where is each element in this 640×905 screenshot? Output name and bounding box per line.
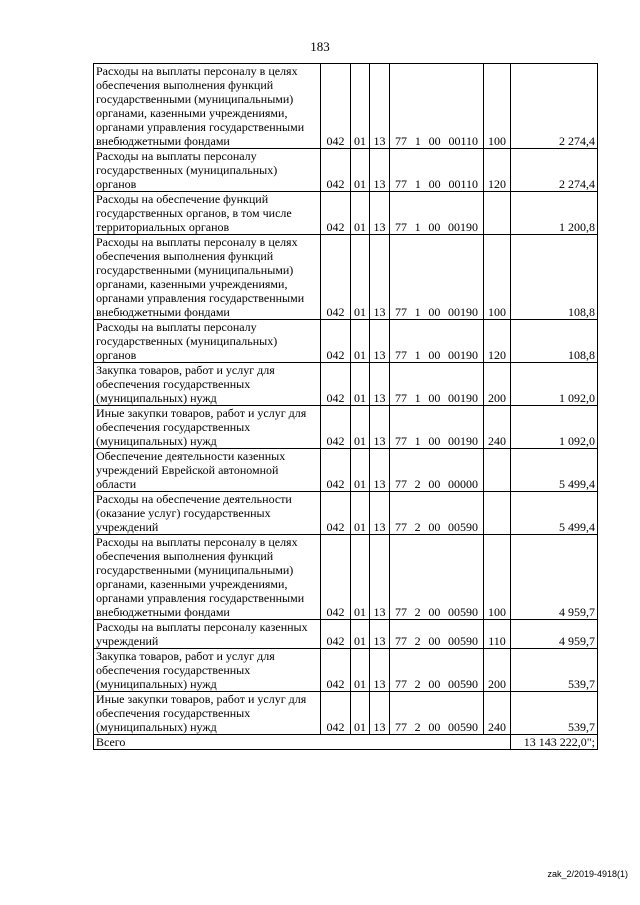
row-grbs: 042 (321, 406, 351, 449)
row-amount: 1 092,0 (511, 363, 598, 406)
target-article-part: 00 (428, 391, 441, 405)
row-name: Расходы на выплаты персоналу в целях обеспечения выполнения функций государственными (муниципальными) органами, казенными учреждениями, органами управления государственными внебюджетными фондами (94, 535, 321, 620)
target-article-part: 00 (428, 348, 441, 362)
row-name: Расходы на выплаты персоналу государственных (муниципальных) органов (94, 149, 321, 192)
target-article-part: 00190 (447, 434, 478, 448)
row-amount: 5 499,4 (511, 449, 598, 492)
target-article-part: 00 (428, 520, 441, 534)
target-article-part: 1 (414, 348, 421, 362)
row-section: 01 (351, 406, 370, 449)
row-name: Иные закупки товаров, работ и услуг для обеспечения государственных (муниципальных) нужд (94, 406, 321, 449)
row-section: 01 (351, 649, 370, 692)
row-target-article (390, 620, 484, 649)
target-article-part: 00 (428, 477, 441, 491)
target-article-part: 77 (395, 177, 407, 191)
target-article-part: 2 (414, 634, 421, 648)
row-name: Обеспечение деятельности казенных учреждений Еврейской автономной области (94, 449, 321, 492)
target-article-part: 00 (428, 177, 441, 191)
target-article-part: 00590 (447, 720, 478, 734)
target-article-part: 77 (395, 720, 407, 734)
row-target-article (390, 235, 484, 320)
target-article-part: 77 (395, 605, 407, 619)
row-grbs: 042 (321, 692, 351, 735)
row-amount: 1 200,8 (511, 192, 598, 235)
row-amount: 4 959,7 (511, 620, 598, 649)
row-target-article (390, 192, 484, 235)
row-subsection: 13 (370, 363, 390, 406)
row-expense-type (484, 192, 511, 235)
row-grbs: 042 (321, 363, 351, 406)
target-article-part: 1 (414, 391, 421, 405)
target-article-part: 2 (414, 477, 421, 491)
row-name: Закупка товаров, работ и услуг для обеспечения государственных (муниципальных) нужд (94, 649, 321, 692)
row-name: Расходы на выплаты персоналу в целях обеспечения выполнения функций государственными (муниципальными) органами, казенными учреждениями, органами управления государственными внебюджетными фондами (94, 64, 321, 149)
row-section: 01 (351, 692, 370, 735)
row-amount: 108,8 (511, 320, 598, 363)
document-code: zak_2/2019-4918(1) (547, 869, 628, 879)
row-subsection: 13 (370, 235, 390, 320)
target-article-part: 00110 (448, 134, 478, 148)
row-amount: 4 959,7 (511, 535, 598, 620)
table-row (94, 235, 598, 320)
table-row (94, 406, 598, 449)
row-target-article (390, 64, 484, 149)
row-section: 01 (351, 535, 370, 620)
target-article-part: 00190 (447, 391, 478, 405)
target-article-part: 00590 (447, 605, 478, 619)
row-expense-type: 100 (484, 235, 511, 320)
target-article-part: 77 (395, 134, 407, 148)
row-subsection: 13 (370, 535, 390, 620)
row-grbs: 042 (321, 492, 351, 535)
row-expense-type: 240 (484, 692, 511, 735)
table-row (94, 535, 598, 620)
row-grbs: 042 (321, 235, 351, 320)
row-section: 01 (351, 492, 370, 535)
row-subsection: 13 (370, 64, 390, 149)
table-row (94, 620, 598, 649)
row-name: Расходы на обеспечение деятельности (оказание услуг) государственных учреждений (94, 492, 321, 535)
row-expense-type (484, 492, 511, 535)
row-name: Расходы на обеспечение функций государственных органов, в том числе территориальных органов (94, 192, 321, 235)
budget-table (93, 63, 598, 750)
target-article-part: 77 (395, 634, 407, 648)
target-article-part: 1 (414, 134, 421, 148)
row-name: Расходы на выплаты персоналу государственных (муниципальных) органов (94, 320, 321, 363)
row-subsection: 13 (370, 692, 390, 735)
target-article-part: 00110 (448, 177, 478, 191)
target-article-part: 77 (395, 305, 407, 319)
row-amount: 108,8 (511, 235, 598, 320)
row-expense-type: 100 (484, 535, 511, 620)
row-target-article (390, 406, 484, 449)
row-subsection: 13 (370, 406, 390, 449)
table-row (94, 192, 598, 235)
row-expense-type: 110 (484, 620, 511, 649)
row-grbs: 042 (321, 320, 351, 363)
target-article-part: 00590 (447, 677, 478, 691)
target-article-part: 77 (395, 477, 407, 491)
row-section: 01 (351, 320, 370, 363)
total-amount: 13 143 222,0"; (511, 735, 598, 750)
row-section: 01 (351, 235, 370, 320)
target-article-part: 1 (414, 434, 421, 448)
row-target-article (390, 149, 484, 192)
row-grbs: 042 (321, 192, 351, 235)
row-section: 01 (351, 64, 370, 149)
target-article-part: 1 (414, 220, 421, 234)
row-grbs: 042 (321, 535, 351, 620)
target-article-part: 00000 (447, 477, 478, 491)
row-target-article (390, 449, 484, 492)
row-subsection: 13 (370, 649, 390, 692)
target-article-part: 2 (414, 720, 421, 734)
row-target-article (390, 363, 484, 406)
row-section: 01 (351, 620, 370, 649)
row-section: 01 (351, 149, 370, 192)
table-row (94, 449, 598, 492)
row-amount: 539,7 (511, 649, 598, 692)
row-expense-type: 120 (484, 320, 511, 363)
target-article-part: 00190 (447, 348, 478, 362)
row-grbs: 042 (321, 149, 351, 192)
row-amount: 5 499,4 (511, 492, 598, 535)
target-article-part: 77 (395, 520, 407, 534)
target-article-part: 00 (428, 434, 441, 448)
table-row (94, 320, 598, 363)
table-row (94, 363, 598, 406)
row-expense-type (484, 449, 511, 492)
target-article-part: 00 (428, 720, 441, 734)
target-article-part: 77 (395, 391, 407, 405)
target-article-part: 00 (428, 634, 441, 648)
row-expense-type: 200 (484, 363, 511, 406)
row-subsection: 13 (370, 149, 390, 192)
row-expense-type: 240 (484, 406, 511, 449)
target-article-part: 77 (395, 434, 407, 448)
table-row (94, 649, 598, 692)
target-article-part: 2 (414, 520, 421, 534)
target-article-part: 00 (428, 305, 441, 319)
target-article-part: 00590 (447, 634, 478, 648)
target-article-part: 00190 (447, 220, 478, 234)
row-amount: 1 092,0 (511, 406, 598, 449)
table-row (94, 692, 598, 735)
target-article-part: 77 (395, 348, 407, 362)
row-subsection: 13 (370, 620, 390, 649)
target-article-part: 77 (395, 677, 407, 691)
target-article-part: 2 (414, 605, 421, 619)
target-article-part: 00 (428, 677, 441, 691)
row-name: Расходы на выплаты персоналу в целях обеспечения выполнения функций государственными (муниципальными) органами, казенными учреждениями, органами управления государственными внебюджетными фондами (94, 235, 321, 320)
target-article-part: 00 (428, 605, 441, 619)
table-row (94, 149, 598, 192)
row-subsection: 13 (370, 492, 390, 535)
row-subsection: 13 (370, 320, 390, 363)
row-section: 01 (351, 449, 370, 492)
row-expense-type: 200 (484, 649, 511, 692)
row-target-article (390, 692, 484, 735)
row-name: Закупка товаров, работ и услуг для обеспечения государственных (муниципальных) нужд (94, 363, 321, 406)
row-name: Иные закупки товаров, работ и услуг для обеспечения государственных (муниципальных) нужд (94, 692, 321, 735)
row-target-article (390, 649, 484, 692)
row-amount: 539,7 (511, 692, 598, 735)
row-target-article (390, 492, 484, 535)
row-expense-type: 120 (484, 149, 511, 192)
row-grbs: 042 (321, 64, 351, 149)
table-row (94, 64, 598, 149)
page-number: 183 (310, 39, 330, 54)
row-section: 01 (351, 192, 370, 235)
total-row (94, 735, 598, 750)
target-article-part: 1 (414, 305, 421, 319)
row-name: Расходы на выплаты персоналу казенных учреждений (94, 620, 321, 649)
target-article-part: 00 (428, 134, 441, 148)
table-row (94, 492, 598, 535)
row-section: 01 (351, 363, 370, 406)
target-article-part: 00190 (447, 305, 478, 319)
row-amount: 2 274,4 (511, 64, 598, 149)
total-label: Всего (94, 735, 511, 750)
target-article-part: 00 (428, 220, 441, 234)
row-target-article (390, 320, 484, 363)
row-target-article (390, 535, 484, 620)
row-expense-type: 100 (484, 64, 511, 149)
target-article-part: 77 (395, 220, 407, 234)
row-subsection: 13 (370, 192, 390, 235)
target-article-part: 2 (414, 677, 421, 691)
target-article-part: 1 (414, 177, 421, 191)
row-grbs: 042 (321, 449, 351, 492)
target-article-part: 00590 (447, 520, 478, 534)
row-amount: 2 274,4 (511, 149, 598, 192)
row-grbs: 042 (321, 649, 351, 692)
row-grbs: 042 (321, 620, 351, 649)
row-subsection: 13 (370, 449, 390, 492)
